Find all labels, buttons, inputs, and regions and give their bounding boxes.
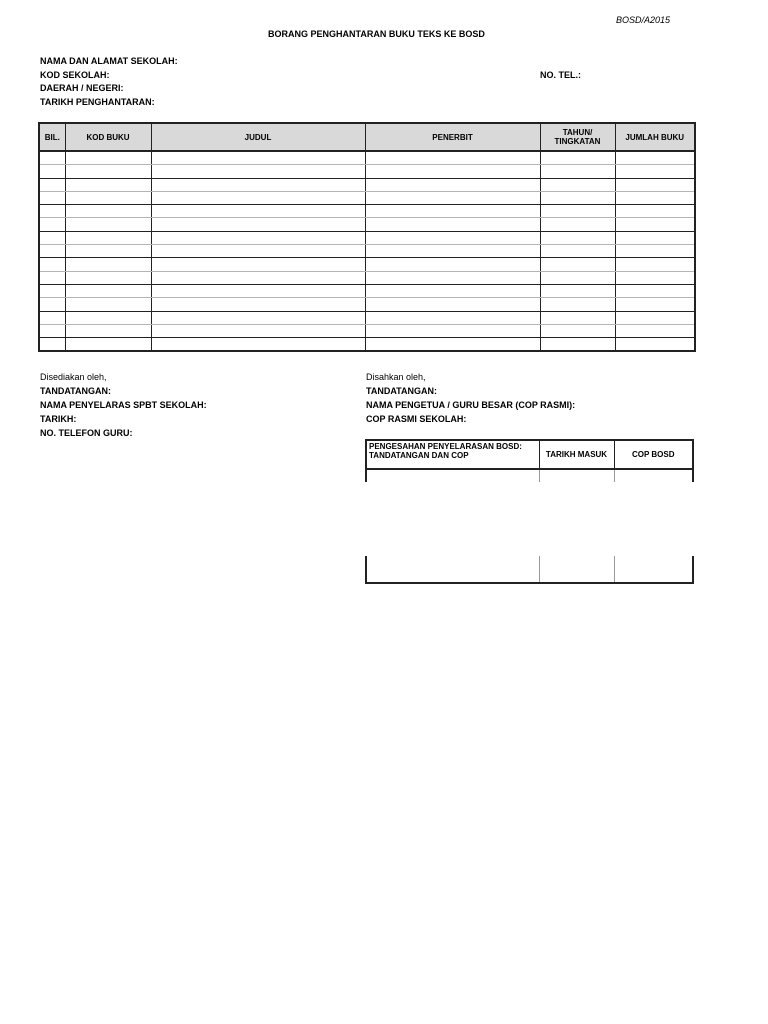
column-header-bil: BIL. <box>39 123 65 151</box>
book-table-cell <box>540 284 615 297</box>
delivery-date-label: TARIKH PENGHANTARAN: <box>40 97 155 107</box>
book-table-cell <box>615 245 695 258</box>
book-table-cell <box>65 218 151 231</box>
book-table-cell <box>540 231 615 244</box>
book-table-cell <box>39 218 65 231</box>
book-table-cell <box>39 271 65 284</box>
book-table-cell <box>65 338 151 352</box>
book-table-cell <box>615 151 695 165</box>
book-table-cell <box>151 231 365 244</box>
book-table-cell <box>65 205 151 218</box>
principal-name-label: NAMA PENGETUA / GURU BESAR (COP RASMI): <box>366 400 576 410</box>
book-table-cell <box>365 205 540 218</box>
book-table-cell <box>151 178 365 191</box>
book-table-cell <box>615 258 695 271</box>
book-table-cell <box>615 231 695 244</box>
prepared-signature-label: TANDATANGAN: <box>40 386 111 396</box>
book-table-cell <box>540 338 615 352</box>
book-table-cell <box>65 191 151 204</box>
book-table-cell <box>151 284 365 297</box>
book-table-cell <box>615 324 695 337</box>
book-table-cell <box>65 258 151 271</box>
book-table-cell <box>151 205 365 218</box>
book-table-cell <box>151 218 365 231</box>
form-reference: BOSD/A2015 <box>616 15 671 25</box>
book-table-row <box>39 191 695 204</box>
approved-signature-label: TANDATANGAN: <box>366 386 437 396</box>
book-table-row <box>39 311 695 324</box>
book-table-cell <box>615 284 695 297</box>
book-table-cell <box>615 298 695 311</box>
book-table-cell <box>615 338 695 352</box>
book-table-cell <box>39 338 65 352</box>
book-table-row <box>39 298 695 311</box>
coordinator-name-label: NAMA PENYELARAS SPBT SEKOLAH: <box>40 400 207 410</box>
column-header-judul: JUDUL <box>151 123 365 151</box>
bosd-stamp-cell <box>614 469 693 482</box>
column-header-jumlah-buku: JUMLAH BUKU <box>615 123 695 151</box>
book-table-row <box>39 151 695 165</box>
book-table-cell <box>151 245 365 258</box>
bosd-confirmation-table <box>365 439 694 584</box>
book-table-cell <box>615 311 695 324</box>
book-table-cell <box>540 245 615 258</box>
book-table-cell <box>540 205 615 218</box>
book-table-cell <box>39 258 65 271</box>
book-table-row <box>39 245 695 258</box>
book-table-cell <box>151 324 365 337</box>
book-table-cell <box>365 165 540 178</box>
book-table-cell <box>39 311 65 324</box>
book-table-cell <box>151 165 365 178</box>
book-table-cell <box>540 258 615 271</box>
prepared-by-heading: Disediakan oleh, <box>40 372 107 382</box>
book-table-cell <box>65 298 151 311</box>
school-phone-label: NO. TEL.: <box>540 70 581 80</box>
book-table-cell <box>365 271 540 284</box>
book-table-cell <box>365 178 540 191</box>
book-table-cell <box>615 191 695 204</box>
book-table-cell <box>365 191 540 204</box>
book-table-cell <box>39 298 65 311</box>
book-table-cell <box>151 151 365 165</box>
book-table-cell <box>615 178 695 191</box>
book-table-cell <box>65 284 151 297</box>
teacher-phone-label: NO. TELEFON GURU: <box>40 428 133 438</box>
bosd-gap-mask-left <box>364 482 368 556</box>
book-table-row <box>39 324 695 337</box>
book-table-cell <box>540 271 615 284</box>
book-table-cell <box>39 245 65 258</box>
bosd-date-in-cell <box>539 469 614 482</box>
bosd-date-in-sign-cell <box>539 556 614 583</box>
book-table-cell <box>65 324 151 337</box>
book-table-row <box>39 178 695 191</box>
book-table-cell <box>365 284 540 297</box>
district-state-label: DAERAH / NEGERI: <box>40 83 124 93</box>
book-table-cell <box>615 218 695 231</box>
book-table-cell <box>65 311 151 324</box>
book-table-cell <box>365 151 540 165</box>
book-table-cell <box>540 165 615 178</box>
bosd-stamp-header: COP BOSD <box>614 440 693 469</box>
book-table-cell <box>540 191 615 204</box>
book-table-row <box>39 338 695 352</box>
book-table-cell <box>39 165 65 178</box>
bosd-stamp-sign-cell <box>614 556 693 583</box>
book-table-cell <box>151 298 365 311</box>
book-table-cell <box>615 165 695 178</box>
book-table-cell <box>151 338 365 352</box>
book-table-cell <box>365 298 540 311</box>
book-table-cell <box>540 298 615 311</box>
book-table-cell <box>365 245 540 258</box>
book-table-cell <box>540 324 615 337</box>
book-table-cell <box>65 165 151 178</box>
book-table-cell <box>151 191 365 204</box>
school-code-label: KOD SEKOLAH: <box>40 70 110 80</box>
book-table-row <box>39 258 695 271</box>
book-table-cell <box>39 284 65 297</box>
book-table-cell <box>540 151 615 165</box>
book-table-cell <box>365 258 540 271</box>
book-table-cell <box>365 231 540 244</box>
bosd-date-in-header: TARIKH MASUK <box>539 440 614 469</box>
book-table-cell <box>615 205 695 218</box>
column-header-kod-buku: KOD BUKU <box>65 123 151 151</box>
form-title: BORANG PENGHANTARAN BUKU TEKS KE BOSD <box>268 29 485 39</box>
book-table-row <box>39 231 695 244</box>
book-table-cell <box>65 271 151 284</box>
book-table-cell <box>540 178 615 191</box>
book-table-row <box>39 205 695 218</box>
book-table-cell <box>39 191 65 204</box>
bosd-confirmation-cell <box>366 469 539 482</box>
book-table-cell <box>65 245 151 258</box>
bosd-confirmation-sign-cell <box>366 556 539 583</box>
book-table-cell <box>151 258 365 271</box>
book-table-cell <box>365 311 540 324</box>
column-header-tahun-tingkatan: TAHUN/ TINGKATAN <box>540 123 615 151</box>
book-table-cell <box>39 151 65 165</box>
column-header-penerbit: PENERBIT <box>365 123 540 151</box>
book-table-row <box>39 271 695 284</box>
book-table-cell <box>365 338 540 352</box>
book-table-header <box>39 123 695 151</box>
bosd-gap-mask-right <box>691 482 695 556</box>
book-table-cell <box>151 271 365 284</box>
book-table-cell <box>39 205 65 218</box>
school-name-address-label: NAMA DAN ALAMAT SEKOLAH: <box>40 56 178 66</box>
book-table-row <box>39 284 695 297</box>
prepared-date-label: TARIKH: <box>40 414 77 424</box>
book-table-cell <box>365 324 540 337</box>
book-table-cell <box>365 218 540 231</box>
book-table-cell <box>39 178 65 191</box>
book-table-cell <box>615 271 695 284</box>
book-table-cell <box>65 231 151 244</box>
book-table-cell <box>540 218 615 231</box>
approved-by-heading: Disahkan oleh, <box>366 372 426 382</box>
bosd-confirmation-header: PENGESAHAN PENYELARASAN BOSD: TANDATANGAN DAN COP <box>366 440 539 469</box>
book-table-cell <box>65 178 151 191</box>
book-table-cell <box>540 311 615 324</box>
school-stamp-label: COP RASMI SEKOLAH: <box>366 414 467 424</box>
book-table-cell <box>39 231 65 244</box>
book-table-cell <box>39 324 65 337</box>
book-table-row <box>39 218 695 231</box>
bosd-signature-space <box>366 482 693 556</box>
book-table-cell <box>65 151 151 165</box>
book-table <box>38 122 696 352</box>
book-table-row <box>39 165 695 178</box>
book-table-cell <box>151 311 365 324</box>
